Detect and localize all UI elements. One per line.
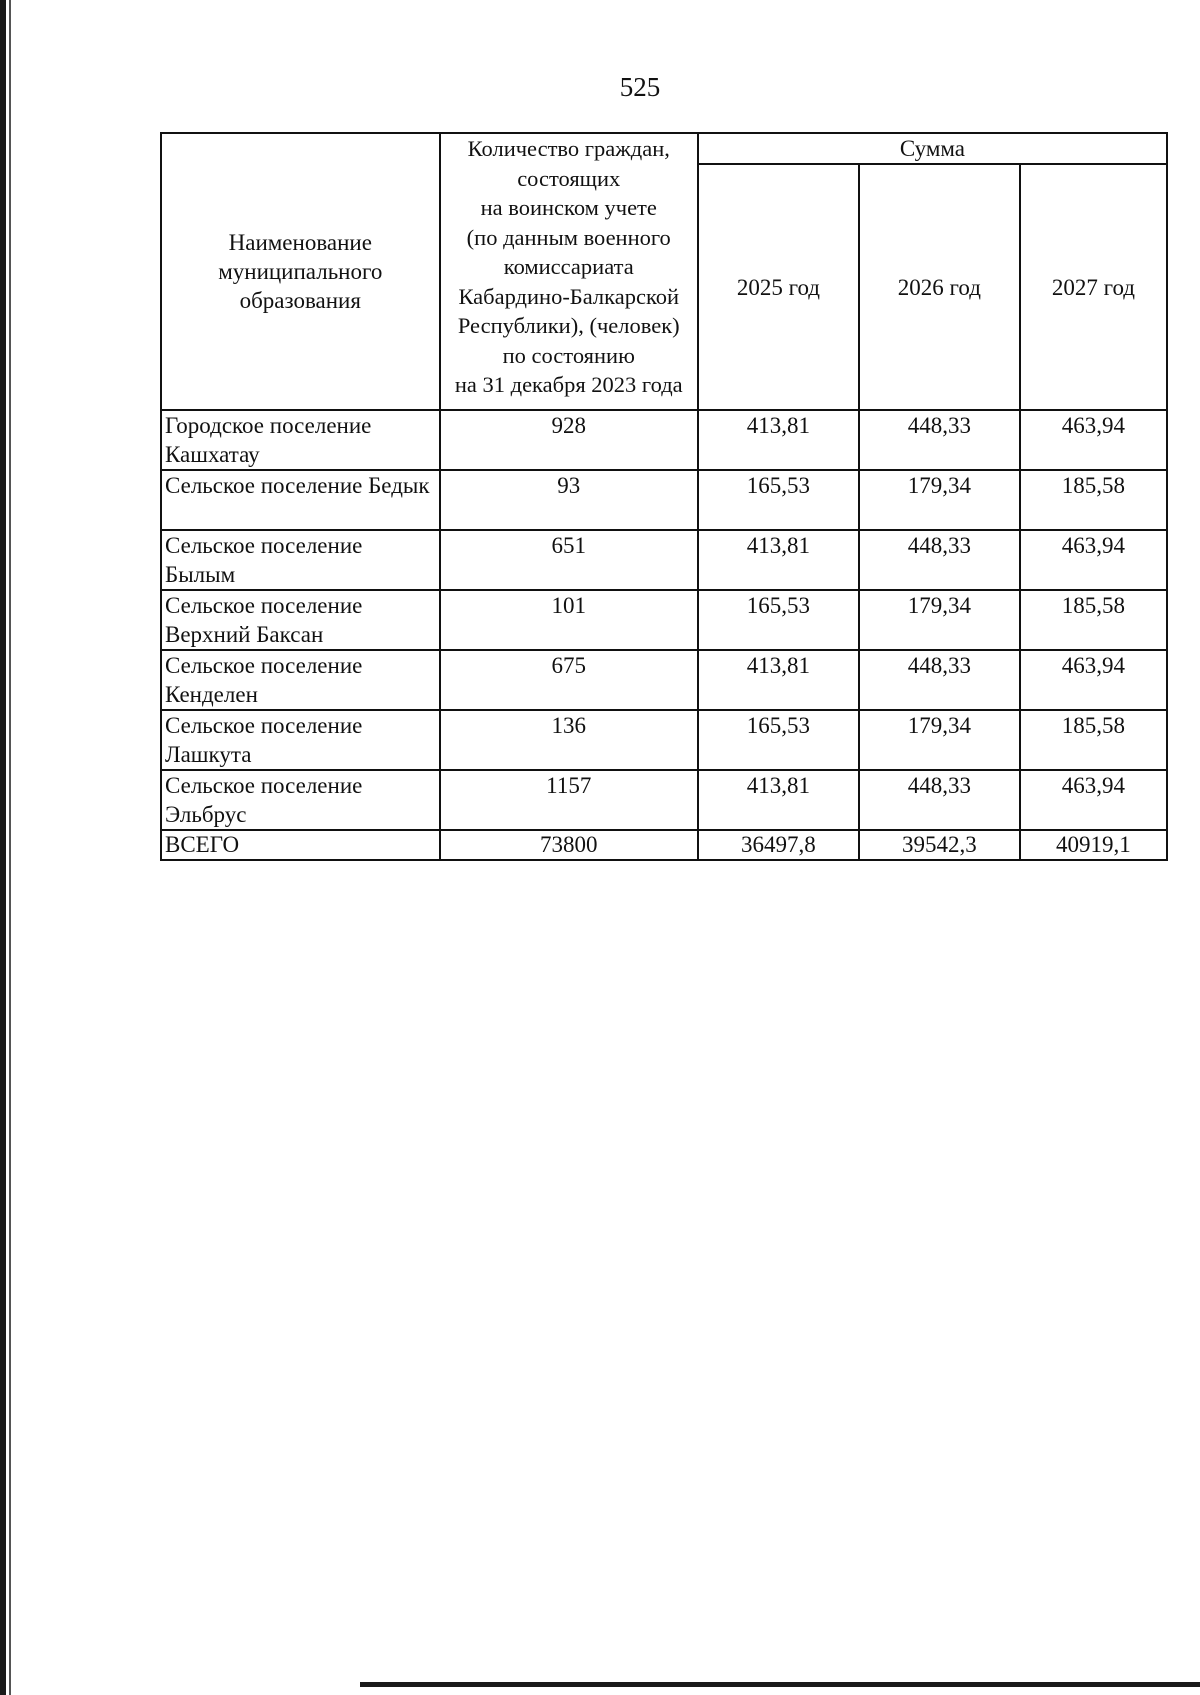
total-2027-cell: 40919,1: [1020, 830, 1167, 860]
citizen-count-cell: 1157: [440, 770, 698, 830]
amount-2025-cell: 413,81: [698, 650, 859, 710]
header-count-line: Республики), (человек): [457, 313, 680, 338]
amount-2027-cell: 463,94: [1020, 410, 1167, 470]
amount-2026-cell: 448,33: [859, 410, 1020, 470]
scan-border-left-inner: [9, 0, 11, 1695]
amount-2027-cell: 185,58: [1020, 710, 1167, 770]
amount-2025-cell: 165,53: [698, 590, 859, 650]
table-row: [161, 710, 1167, 770]
amount-2025-cell: 413,81: [698, 530, 859, 590]
scan-border-left: [0, 0, 6, 1695]
amount-2026-cell: 179,34: [859, 710, 1020, 770]
amount-2027-cell: 463,94: [1020, 770, 1167, 830]
amount-2026-cell: 448,33: [859, 650, 1020, 710]
citizen-count-cell: 93: [440, 470, 698, 530]
header-year-2026: 2026 год: [859, 164, 1020, 410]
amount-2026-cell: 179,34: [859, 590, 1020, 650]
total-count-cell: 73800: [440, 830, 698, 860]
citizen-count-cell: 675: [440, 650, 698, 710]
budget-table: [160, 132, 1168, 861]
header-count-line: на воинском учете: [480, 195, 657, 220]
citizen-count-cell: 651: [440, 530, 698, 590]
amount-2026-cell: 179,34: [859, 470, 1020, 530]
amount-2027-cell: 185,58: [1020, 470, 1167, 530]
citizen-count-cell: 928: [440, 410, 698, 470]
amount-2027-cell: 463,94: [1020, 650, 1167, 710]
header-year-2027: 2027 год: [1020, 164, 1167, 410]
header-count-line: состоящих: [517, 165, 621, 191]
header-citizen-count: [440, 133, 698, 410]
amount-2027-cell: 185,58: [1020, 590, 1167, 650]
header-count-line: (по данным военного: [466, 224, 671, 250]
header-count-line: Кабардино-Балкарской: [458, 283, 680, 309]
amount-2025-cell: 165,53: [698, 710, 859, 770]
header-count-line: на 31 декабря 2023 года: [454, 372, 683, 397]
citizen-count-cell: 101: [440, 590, 698, 650]
table-row: [161, 410, 1167, 470]
header-count-line: Количество граждан,: [467, 136, 670, 161]
municipality-name-cell: Сельское поселение Бедык: [161, 470, 440, 530]
total-2025-cell: 36497,8: [698, 830, 859, 860]
amount-2026-cell: 448,33: [859, 770, 1020, 830]
amount-2025-cell: 413,81: [698, 770, 859, 830]
municipality-name-cell: Городское поселение Кашхатау: [161, 410, 440, 470]
header-year-2025: 2025 год: [698, 164, 859, 410]
total-row: [161, 830, 1167, 860]
table-body: [161, 410, 1167, 860]
header-count-line: по состоянию: [502, 342, 635, 368]
municipality-name-cell: Сельское поселение Былым: [161, 530, 440, 590]
table-row: [161, 530, 1167, 590]
table-row: [161, 770, 1167, 830]
header-row-top: [161, 133, 1167, 164]
amount-2025-cell: 413,81: [698, 410, 859, 470]
municipality-name-cell: Сельское поселение Эльбрус: [161, 770, 440, 830]
header-municipality-name: Наименование муниципального образования: [161, 133, 440, 410]
amount-2025-cell: 165,53: [698, 470, 859, 530]
table-header: [161, 133, 1167, 410]
header-count-line: комиссариата: [503, 254, 634, 279]
amount-2026-cell: 448,33: [859, 530, 1020, 590]
table-row: [161, 470, 1167, 530]
header-sum: Сумма: [698, 133, 1167, 164]
table-row: [161, 650, 1167, 710]
table-row: [161, 590, 1167, 650]
page-number: 525: [619, 72, 661, 102]
municipality-name-cell: Сельское поселение Кенделен: [161, 650, 440, 710]
amount-2027-cell: 463,94: [1020, 530, 1167, 590]
total-2026-cell: 39542,3: [859, 830, 1020, 860]
citizen-count-cell: 136: [440, 710, 698, 770]
municipality-name-cell: Сельское поселение Лашкута: [161, 710, 440, 770]
municipality-name-cell: Сельское поселение Верхний Баксан: [161, 590, 440, 650]
total-label-cell: ВСЕГО: [161, 830, 440, 860]
scan-border-bottom: [360, 1682, 1200, 1687]
